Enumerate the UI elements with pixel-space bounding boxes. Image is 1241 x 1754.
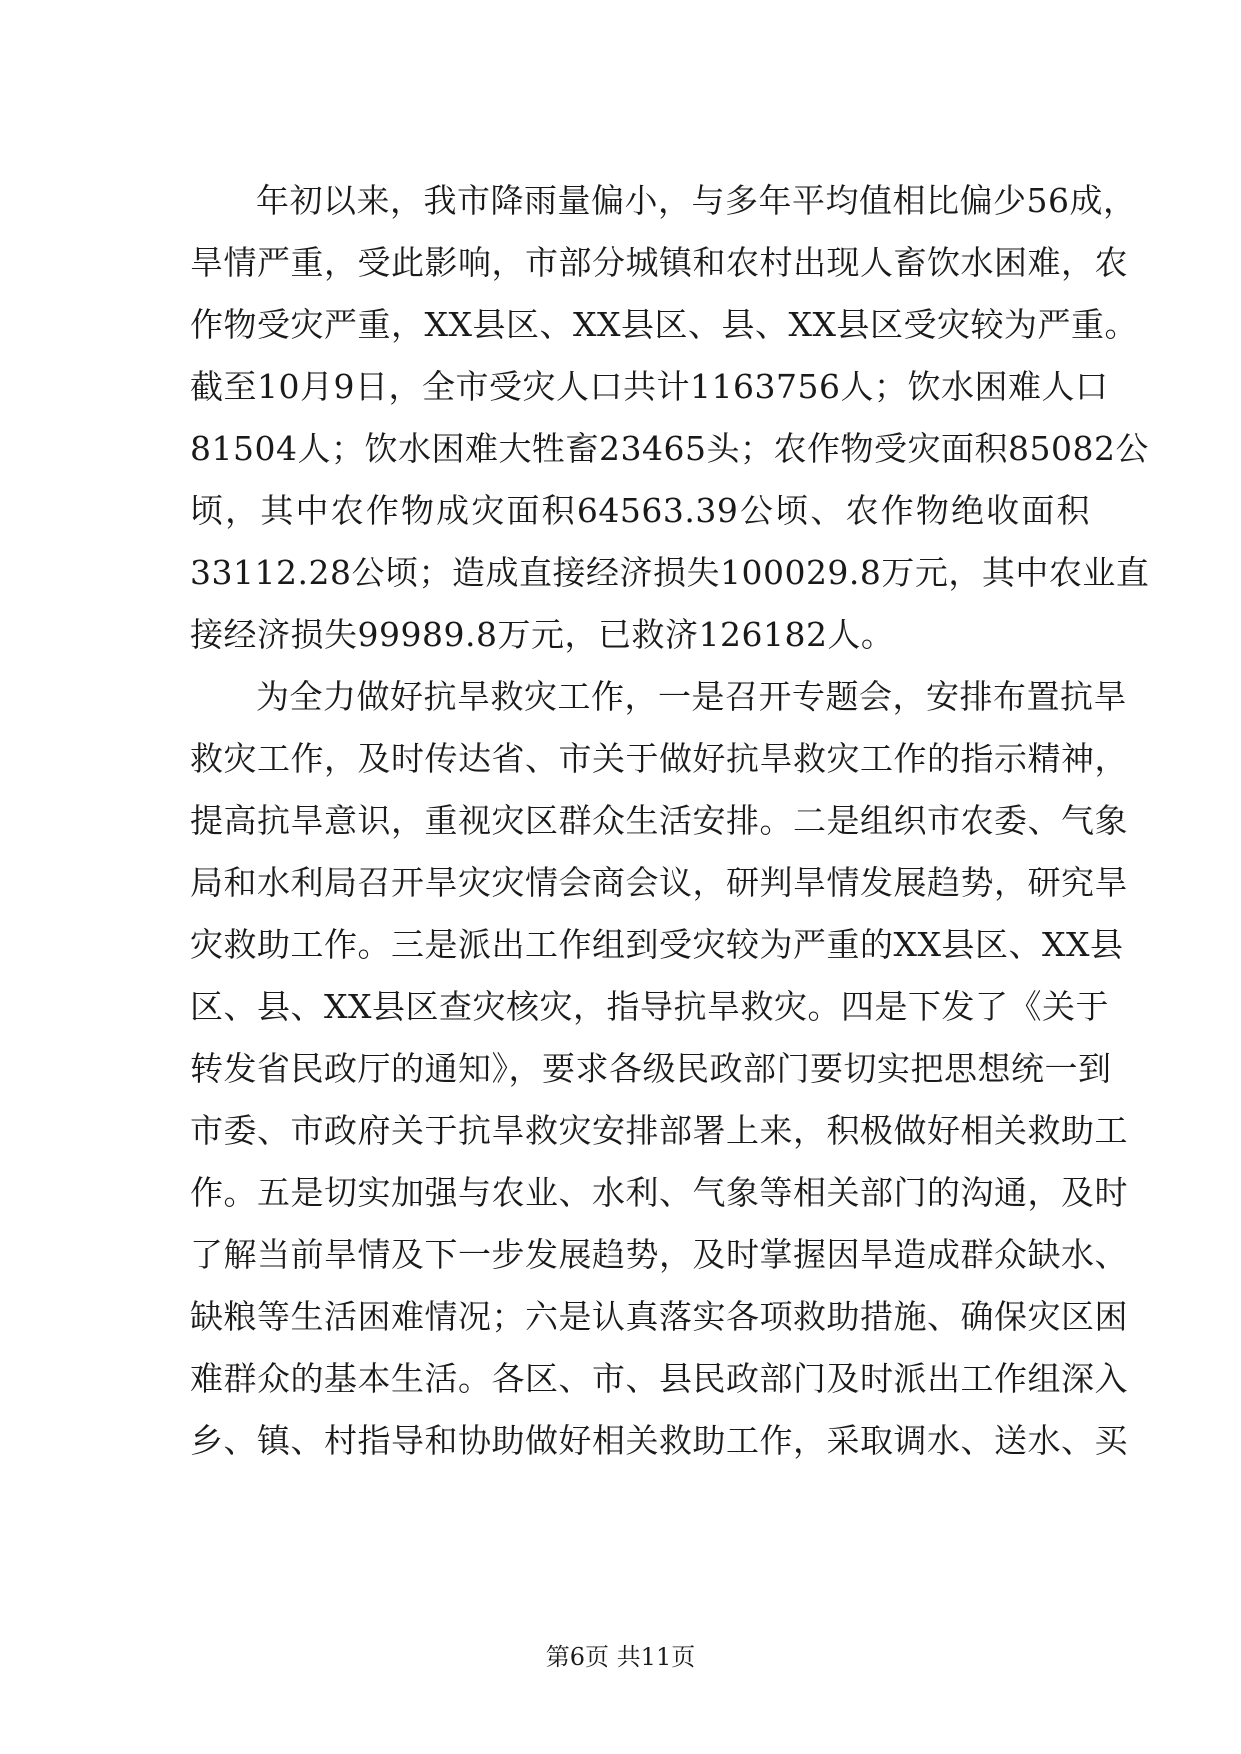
text-line: 了解当前旱情及下一步发展趋势，及时掌握因旱造成群众缺水、: [190, 1235, 1128, 1274]
text-line: 顷，其中农作物成灾面积64563.39公顷、农作物绝收面积: [190, 491, 1090, 530]
document-body: [190, 170, 1150, 1472]
text-line: 乡、镇、村指导和协助做好相关救助工作，采取调水、送水、买: [190, 1421, 1128, 1460]
text-line: 年初以来，我市降雨量偏小，与多年平均值相比偏少56成，: [256, 181, 1137, 220]
text-line: 作。五是切实加强与农业、水利、气象等相关部门的沟通，及时: [190, 1173, 1128, 1212]
page-number-footer: 第6页 共11页: [545, 1643, 696, 1671]
text-line: 81504人；饮水困难大牲畜23465头；农作物受灾面积85082公: [190, 429, 1149, 468]
text-line: 接经济损失99989.8万元，已救济126182人。: [190, 615, 895, 654]
text-line: 难群众的基本生活。各区、市、县民政部门及时派出工作组深入: [190, 1359, 1128, 1398]
text-line: 作物受灾严重，XX县区、XX县区、县、XX县区受灾较为严重。: [190, 305, 1138, 344]
text-line: 旱情严重，受此影响，市部分城镇和农村出现人畜饮水困难，农: [190, 243, 1128, 282]
text-line: 区、县、XX县区查灾核灾，指导抗旱救灾。四是下发了《关于: [190, 987, 1109, 1026]
text-line: 市委、市政府关于抗旱救灾安排部署上来，积极做好相关救助工: [190, 1111, 1128, 1150]
text-line: 缺粮等生活困难情况；六是认真落实各项救助措施、确保灾区困: [190, 1297, 1128, 1336]
paragraph-2: [190, 666, 1128, 1472]
text-line: 提高抗旱意识，重视灾区群众生活安排。二是组织市农委、气象: [190, 801, 1128, 840]
text-line: 灾救助工作。三是派出工作组到受灾较为严重的XX县区、XX县: [190, 925, 1124, 964]
text-line: 转发省民政厅的通知》，要求各级民政部门要切实把思想统一到: [190, 1049, 1112, 1088]
paragraph-1: [190, 170, 1150, 666]
text-line: 局和水利局召开旱灾灾情会商会议，研判旱情发展趋势，研究旱: [190, 863, 1128, 902]
text-line: 为全力做好抗旱救灾工作，一是召开专题会，安排布置抗旱: [256, 677, 1127, 716]
text-line: 救灾工作，及时传达省、市关于做好抗旱救灾工作的指示精神，: [190, 739, 1128, 778]
text-line: 截至10月9日，全市受灾人口共计1163756人；饮水困难人口: [190, 367, 1109, 406]
text-line: 33112.28公顷；造成直接经济损失100029.8万元，其中农业直: [190, 553, 1150, 592]
